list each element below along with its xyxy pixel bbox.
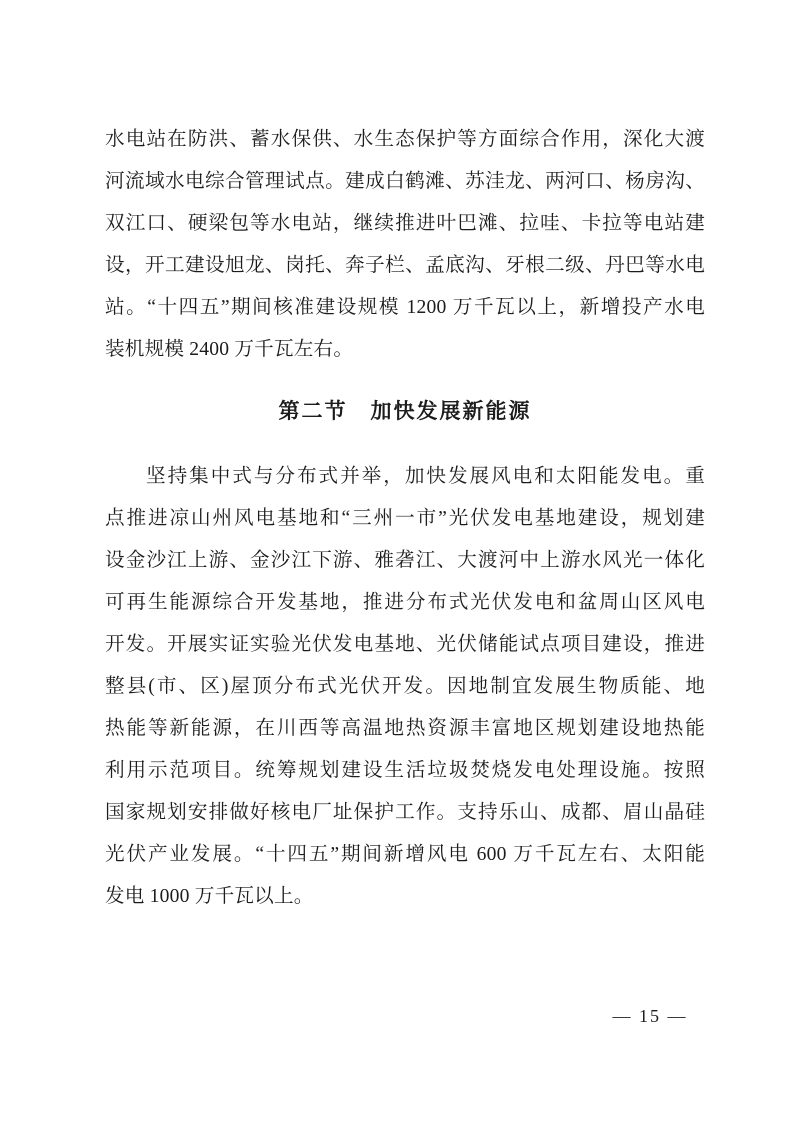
text-line: 热能等新能源，在川西等高温地热资源丰富地区规划建设地热能 <box>105 718 705 739</box>
text-line: 发电 1000 万千瓦以上。 <box>105 886 314 907</box>
text-line: 光伏产业发展。“十四五”期间新增风电 600 万千瓦左右、太阳能 <box>105 844 705 865</box>
text-line: 点推进凉山州风电基地和“三州一市”光伏发电基地建设，规划建 <box>105 508 705 529</box>
paragraph-new-energy <box>105 456 705 918</box>
text-line: 河流域水电综合管理试点。建成白鹤滩、苏洼龙、两河口、杨房沟、 <box>105 171 705 192</box>
text-line: 开发。开展实证实验光伏发电基地、光伏储能试点项目建设，推进 <box>105 634 705 655</box>
text-line: 利用示范项目。统筹规划建设生活垃圾焚烧发电处理设施。按照 <box>105 760 705 781</box>
text-line: 水电站在防洪、蓄水保供、水生态保护等方面综合作用，深化大渡 <box>105 129 705 150</box>
page-number: — 15 — <box>612 1006 688 1026</box>
text-line: 坚持集中式与分布式并举，加快发展风电和太阳能发电。重 <box>146 466 705 487</box>
text-line: 整县(市、区)屋顶分布式光伏开发。因地制宜发展生物质能、地 <box>105 676 705 697</box>
text-line: 可再生能源综合开发基地，推进分布式光伏发电和盆周山区风电 <box>105 592 705 613</box>
text-line: 双江口、硬梁包等水电站，继续推进叶巴滩、拉哇、卡拉等电站建 <box>105 213 705 234</box>
text-line: 站。“十四五”期间核准建设规模 1200 万千瓦以上，新增投产水电 <box>105 297 705 318</box>
text-line: 设，开工建设旭龙、岗托、奔子栏、孟底沟、牙根二级、丹巴等水电 <box>105 255 705 276</box>
text-line: 装机规模 2400 万千瓦左右。 <box>105 339 354 360</box>
text-line: 国家规划安排做好核电厂址保护工作。支持乐山、成都、眉山晶硅 <box>105 802 705 823</box>
text-line: 设金沙江上游、金沙江下游、雅砻江、大渡河中上游水风光一体化 <box>105 550 705 571</box>
paragraph-hydropower <box>105 119 705 371</box>
section-heading: 第二节 加快发展新能源 <box>278 399 532 423</box>
